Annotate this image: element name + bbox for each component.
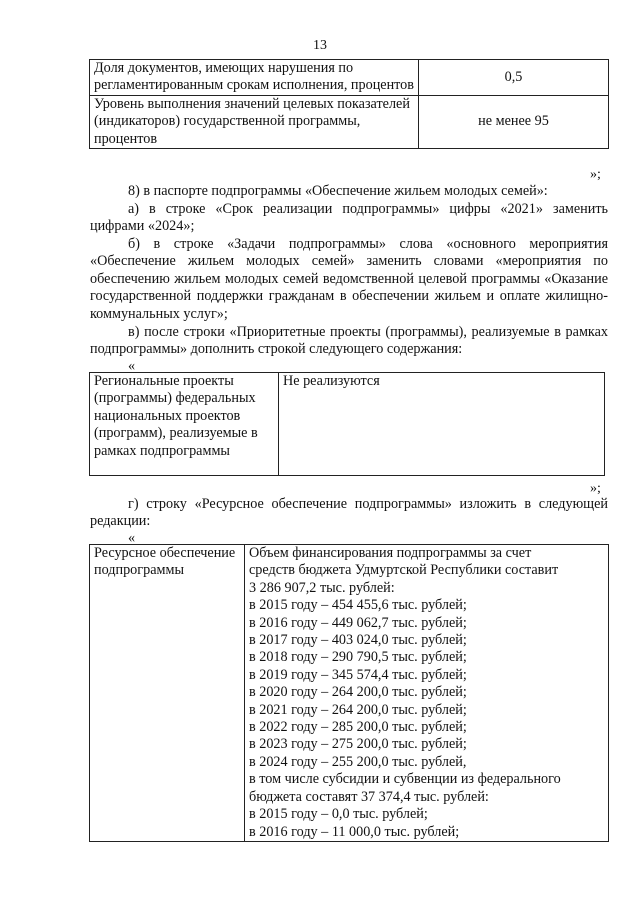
table-row	[90, 373, 605, 476]
resource-line: в 2016 году – 11 000,0 тыс. рублей;	[249, 823, 460, 840]
table-cell-value: Не реализуются	[279, 373, 605, 476]
opening-quote: «	[128, 358, 136, 374]
resource-line: 3 286 907,2 тыс. рублей:	[249, 579, 395, 596]
resource-line: в 2018 году – 290 790,5 тыс. рублей;	[249, 649, 467, 666]
opening-quote: «	[128, 530, 136, 546]
table-cell-label: Уровень выполнения значений целевых показателей (индикаторов) государственной программы, процентов	[90, 95, 419, 148]
indicators-table	[89, 59, 609, 149]
resource-line: Объем финансирования подпрограммы за счет	[249, 545, 532, 561]
table-cell-label: Доля документов, имеющих нарушения по регламентированным срокам исполнения, процентов	[90, 60, 419, 96]
table-cell-value: 0,5	[419, 60, 609, 96]
page-number: 13	[313, 38, 327, 53]
regional-projects-table	[89, 372, 605, 476]
resource-line: в 2024 году – 255 200,0 тыс. рублей,	[249, 753, 467, 770]
resource-table	[89, 544, 609, 842]
table-cell-label: Ресурсное обеспечение подпрограммы	[90, 545, 245, 842]
resource-line: в 2015 году – 0,0 тыс. рублей;	[249, 806, 428, 823]
resource-line: в 2015 году – 454 455,6 тыс. рублей;	[249, 597, 467, 614]
paragraph-a: а) в строке «Срок реализации подпрограммы» цифры «2021» заменить цифрами «2024»;	[90, 201, 608, 235]
closing-quote: »;	[590, 167, 601, 182]
resource-line: средств бюджета Удмуртской Республики составит	[249, 562, 559, 579]
resource-line: в 2021 году – 264 200,0 тыс. рублей;	[249, 701, 467, 718]
paragraph-v: в) после строки «Приоритетные проекты (программы), реализуемые в рамках подпрограммы» дополнить строкой следующего содержания:	[90, 324, 608, 358]
paragraph-8: 8) в паспорте подпрограммы «Обеспечение жильем молодых семей»:	[128, 183, 548, 199]
table-row	[90, 60, 609, 96]
table-cell-value: не менее 95	[419, 95, 609, 148]
resource-line: в 2022 году – 285 200,0 тыс. рублей;	[249, 719, 467, 736]
resource-line: в том числе субсидии и субвенции из федерального	[249, 771, 561, 788]
resource-line: в 2016 году – 449 062,7 тыс. рублей;	[249, 614, 467, 631]
closing-quote: »;	[590, 481, 601, 496]
table-cell-label: Региональные проекты (программы) федеральных национальных проектов (программ), реализуемые в рамках подпрограммы	[90, 373, 279, 476]
resource-line: в 2019 году – 345 574,4 тыс. рублей;	[249, 666, 467, 683]
table-row	[90, 545, 609, 842]
table-row	[90, 95, 609, 148]
table-cell-value	[245, 545, 609, 842]
resource-line: в 2017 году – 403 024,0 тыс. рублей;	[249, 632, 467, 649]
resource-line: в 2023 году – 275 200,0 тыс. рублей;	[249, 736, 467, 753]
paragraph-b: б) в строке «Задачи подпрограммы» слова «основного мероприятия «Обеспечение жильем молодых семей» заменить словами «мероприятия по обеспечению жильем молодых семей ведомственной целевой программы «Оказание государственной поддержки гражданам в обеспечении жильем и оплате жилищно-коммунальных услуг»;	[90, 236, 608, 322]
resource-line: в 2020 году – 264 200,0 тыс. рублей;	[249, 684, 467, 701]
resource-line: бюджета составят 37 374,4 тыс. рублей:	[249, 788, 489, 805]
paragraph-g: г) строку «Ресурсное обеспечение подпрограммы» изложить в следующей редакции:	[90, 496, 608, 530]
